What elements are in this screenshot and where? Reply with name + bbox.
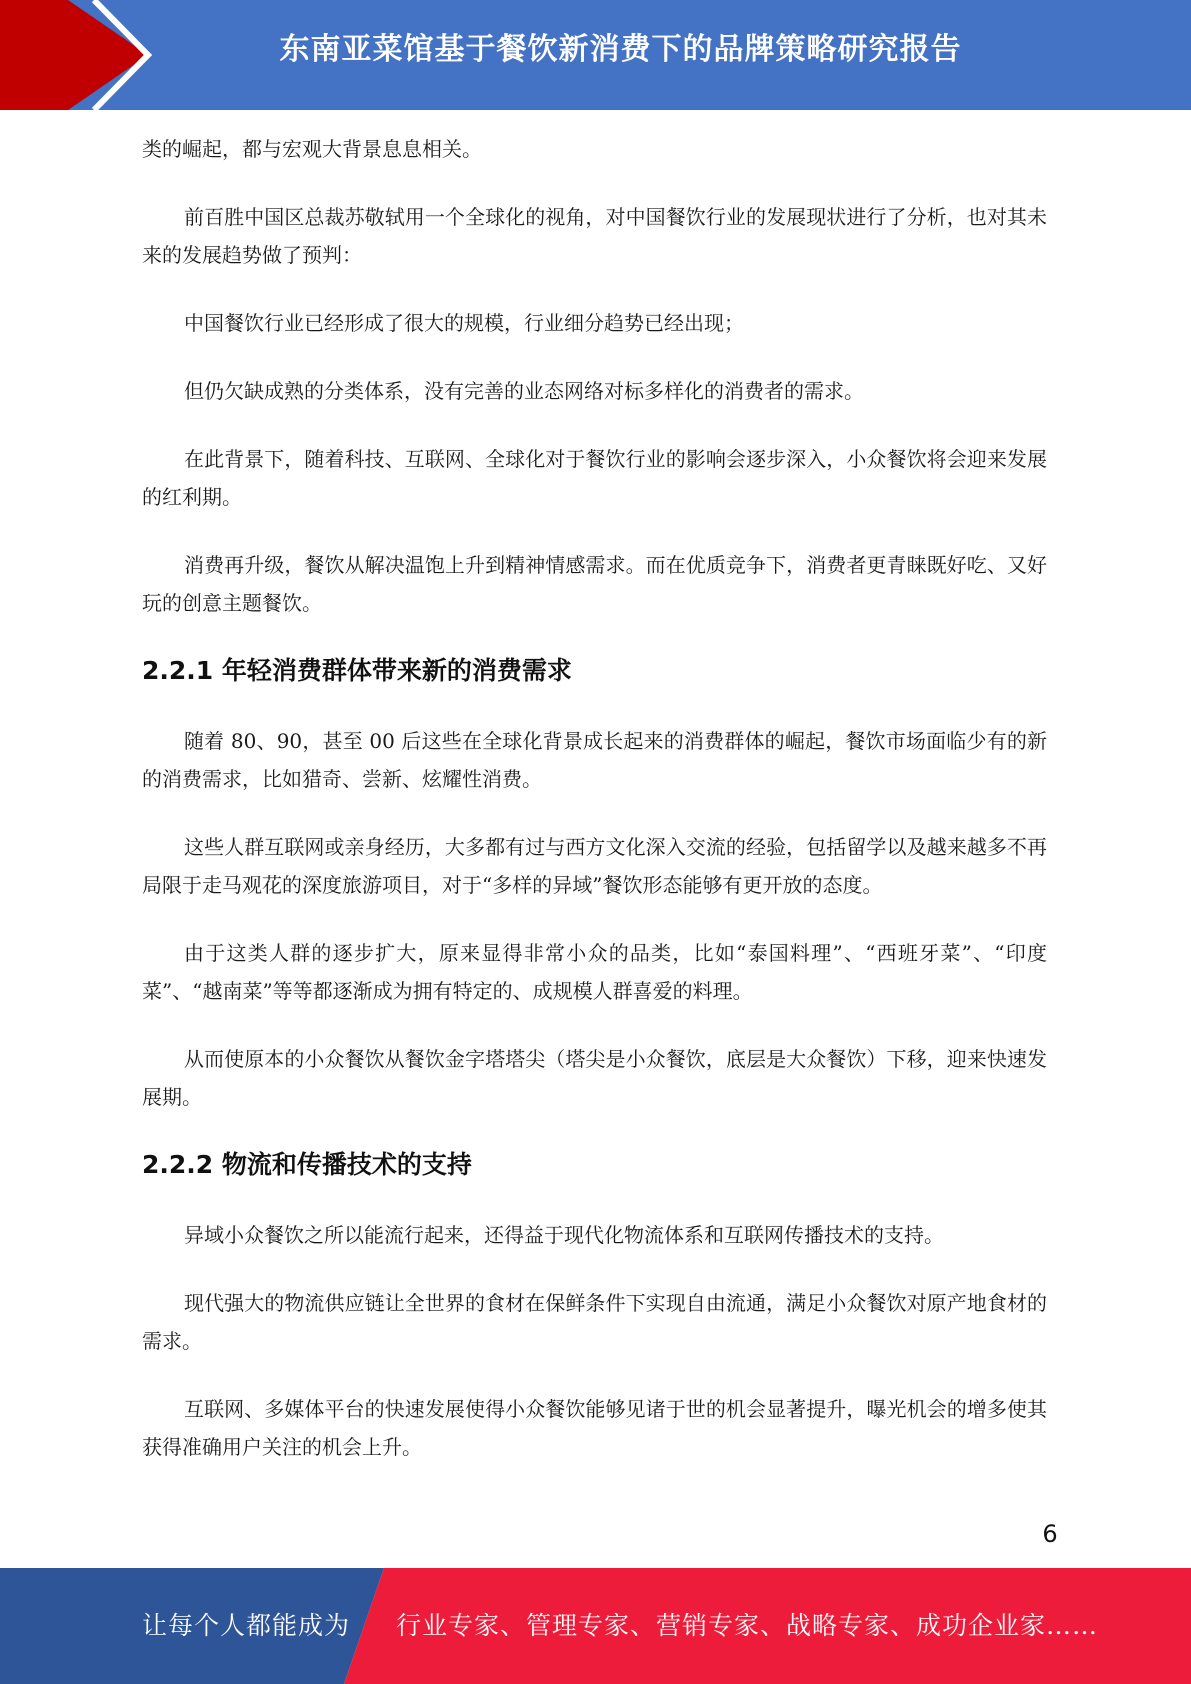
paragraph: 中国餐饮行业已经形成了很大的规模，行业细分趋势已经出现； bbox=[184, 311, 744, 335]
paragraph: 前百胜中国区总裁苏敬轼用一个全球化的视角，对中国餐饮行业的发展现状进行了分析，也对其未来的发展趋势做了预判： bbox=[142, 205, 1047, 267]
footer-slogan-left: 让每个人都能成为 bbox=[142, 1611, 351, 1640]
footer-slogan-right: 行业专家、管理专家、营销专家、战略专家、成功企业家…… bbox=[396, 1611, 1099, 1640]
paragraph: 由于这类人群的逐步扩大，原来显得非常小众的品类，比如“泰国料理”、“西班牙菜”、“印度菜”、“越南菜”等等都逐渐成为拥有特定的、成规模人群喜爱的料理。 bbox=[142, 941, 1047, 1003]
page-footer bbox=[0, 1568, 1191, 1684]
paragraph: 这些人群互联网或亲身经历，大多都有过与西方文化深入交流的经验，包括留学以及越来越多不再局限于走马观花的深度旅游项目，对于“多样的异域”餐饮形态能够有更开放的态度。 bbox=[142, 835, 1047, 897]
paragraph: 消费再升级，餐饮从解决温饱上升到精神情感需求。而在优质竞争下，消费者更青睐既好吃、又好玩的创意主题餐饮。 bbox=[142, 553, 1047, 615]
paragraph: 异域小众餐饮之所以能流行起来，还得益于现代化物流体系和互联网传播技术的支持。 bbox=[184, 1223, 944, 1247]
header-chevron-red-shape bbox=[0, 0, 148, 110]
page-header bbox=[0, 0, 1191, 110]
paragraph: 但仍欠缺成熟的分类体系，没有完善的业态网络对标多样化的消费者的需求。 bbox=[184, 379, 864, 403]
paragraph: 现代强大的物流供应链让全世界的食材在保鲜条件下实现自由流通，满足小众餐饮对原产地食材的需求。 bbox=[142, 1291, 1047, 1353]
document-body bbox=[142, 130, 1047, 1496]
document-title: 东南亚菜馆基于餐饮新消费下的品牌策略研究报告 bbox=[279, 32, 962, 67]
paragraph: 从而使原本的小众餐饮从餐饮金字塔塔尖（塔尖是小众餐饮，底层是大众餐饮）下移，迎来快速发展期。 bbox=[142, 1047, 1047, 1109]
paragraph: 互联网、多媒体平台的快速发展使得小众餐饮能够见诸于世的机会显著提升，曝光机会的增多使其获得准确用户关注的机会上升。 bbox=[142, 1397, 1047, 1459]
section-heading-2-2-2: 2.2.2 物流和传播技术的支持 bbox=[142, 1150, 472, 1179]
paragraph: 在此背景下，随着科技、互联网、全球化对于餐饮行业的影响会逐步深入，小众餐饮将会迎来发展的红利期。 bbox=[142, 447, 1047, 509]
section-heading-2-2-1: 2.2.1 年轻消费群体带来新的消费需求 bbox=[142, 656, 572, 685]
page-number: 6 bbox=[1042, 1520, 1058, 1548]
paragraph: 类的崛起，都与宏观大背景息息相关。 bbox=[142, 137, 482, 161]
header-chevron-decoration bbox=[0, 0, 160, 110]
paragraph: 随着 80、90，甚至 00 后这些在全球化背景成长起来的消费群体的崛起，餐饮市场面临少有的新的消费需求，比如猎奇、尝新、炫耀性消费。 bbox=[142, 729, 1047, 791]
